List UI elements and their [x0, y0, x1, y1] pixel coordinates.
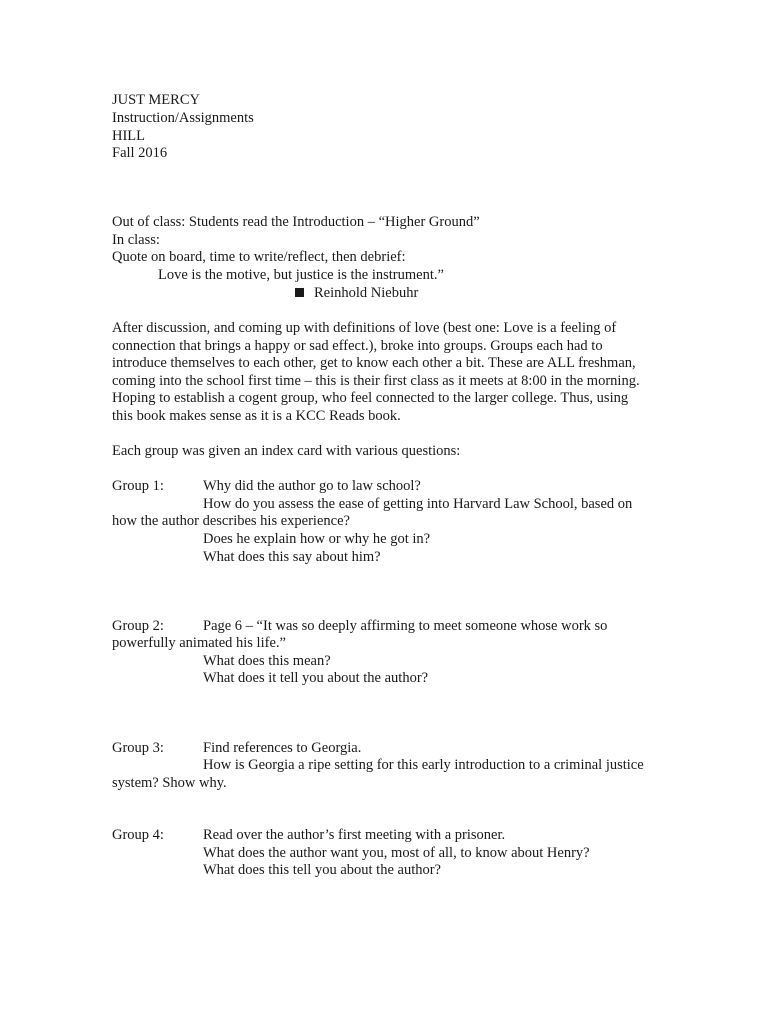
group-1-question: Does he explain how or why he got in? [203, 531, 431, 547]
discussion-line: After discussion, and coming up with definitions of love (best one: Love is a feeling of [112, 320, 617, 336]
group-2-question: Page 6 – “It was so deeply affirming to meet someone whose work so [203, 618, 608, 634]
group-2-question: powerfully animated his life.” [112, 635, 286, 651]
discussion-line: coming into the school first time – this is their first class as it meets at 8:00 in the morning. [112, 373, 640, 389]
group-3-label: Group 3: [112, 740, 164, 756]
group-4-label: Group 4: [112, 827, 164, 843]
square-bullet-icon [295, 288, 304, 297]
doc-instructor: HILL [112, 128, 146, 144]
group-1-question: how the author describes his experience? [112, 513, 350, 529]
discussion-line: this book makes sense as it is a KCC Reads book. [112, 408, 401, 424]
group-4-question: Read over the author’s first meeting with a prisoner. [203, 827, 506, 843]
doc-term: Fall 2016 [112, 145, 168, 161]
doc-title: JUST MERCY [112, 92, 200, 108]
group-3-question: system? Show why. [112, 775, 227, 791]
group-2-question: What does this mean? [203, 653, 331, 669]
discussion-line: connection that brings a happy or sad effect.), broke into groups. Groups each had to [112, 338, 603, 354]
out-of-class-line: Out of class: Students read the Introduction – “Higher Ground” [112, 214, 480, 230]
group-2-question: What does it tell you about the author? [203, 670, 429, 686]
group-1-question: What does this say about him? [203, 549, 381, 565]
doc-subtitle: Instruction/Assignments [112, 110, 254, 126]
discussion-line: Hoping to establish a cogent group, who feel connected to the larger college. Thus, using [112, 390, 629, 406]
group-1-question: How do you assess the ease of getting into Harvard Law School, based on [203, 496, 633, 512]
group-3-question: Find references to Georgia. [203, 740, 362, 756]
quote-line: Love is the motive, but justice is the instrument.” [158, 267, 444, 283]
group-1-question: Why did the author go to law school? [203, 478, 421, 494]
group-3-question: How is Georgia a ripe setting for this early introduction to a criminal justice [203, 757, 644, 773]
quote-author-line [295, 285, 418, 303]
group-4-question: What does the author want you, most of all, to know about Henry? [203, 845, 590, 861]
index-card-line: Each group was given an index card with various questions: [112, 443, 461, 459]
discussion-line: introduce themselves to each other, get to know each other a bit. These are ALL freshman, [112, 355, 636, 371]
quote-author: Reinhold Niebuhr [314, 285, 419, 301]
in-class-line: In class: [112, 232, 160, 248]
quote-setup-line: Quote on board, time to write/reflect, then debrief: [112, 249, 406, 265]
group-1-label: Group 1: [112, 478, 164, 494]
group-4-question: What does this tell you about the author? [203, 862, 441, 878]
group-2-label: Group 2: [112, 618, 164, 634]
